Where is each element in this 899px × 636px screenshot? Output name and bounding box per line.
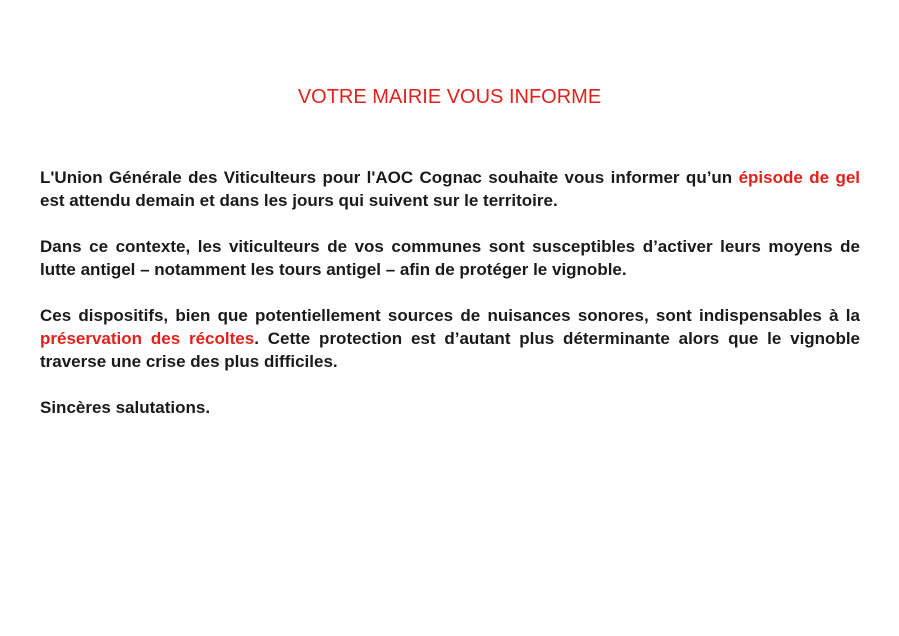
highlight-harvest-preservation: préservation des récoltes xyxy=(40,329,255,348)
paragraph-text: Ces dispositifs, bien que potentiellement sources de nuisances sonores, sont indispensables à la xyxy=(40,306,860,325)
page-title: VOTRE MAIRIE VOUS INFORME xyxy=(297,86,602,108)
paragraph-noise-notice xyxy=(40,304,860,373)
closing-salutation: Sincères salutations. xyxy=(40,398,211,417)
paragraph-text: . Cette protection est d’autant plus déterminante alors que le vignoble traverse une crise des plus difficiles. xyxy=(40,329,861,371)
paragraph-text: est attendu demain et dans les jours qui suivent sur le territoire. xyxy=(40,191,558,210)
paragraph-antifrost-measures: Dans ce contexte, les viticulteurs de vos communes sont susceptibles d’activer leurs moyens de lutte antigel – notamment les tours antigel – afin de protéger le vignoble. xyxy=(40,237,860,279)
notice-body xyxy=(40,166,860,442)
paragraph-text: L'Union Générale des Viticulteurs pour l'AOC Cognac souhaite vous informer qu’un xyxy=(40,168,739,187)
highlight-frost-episode: épisode de gel xyxy=(738,168,861,187)
paragraph-frost-announcement xyxy=(40,166,860,212)
